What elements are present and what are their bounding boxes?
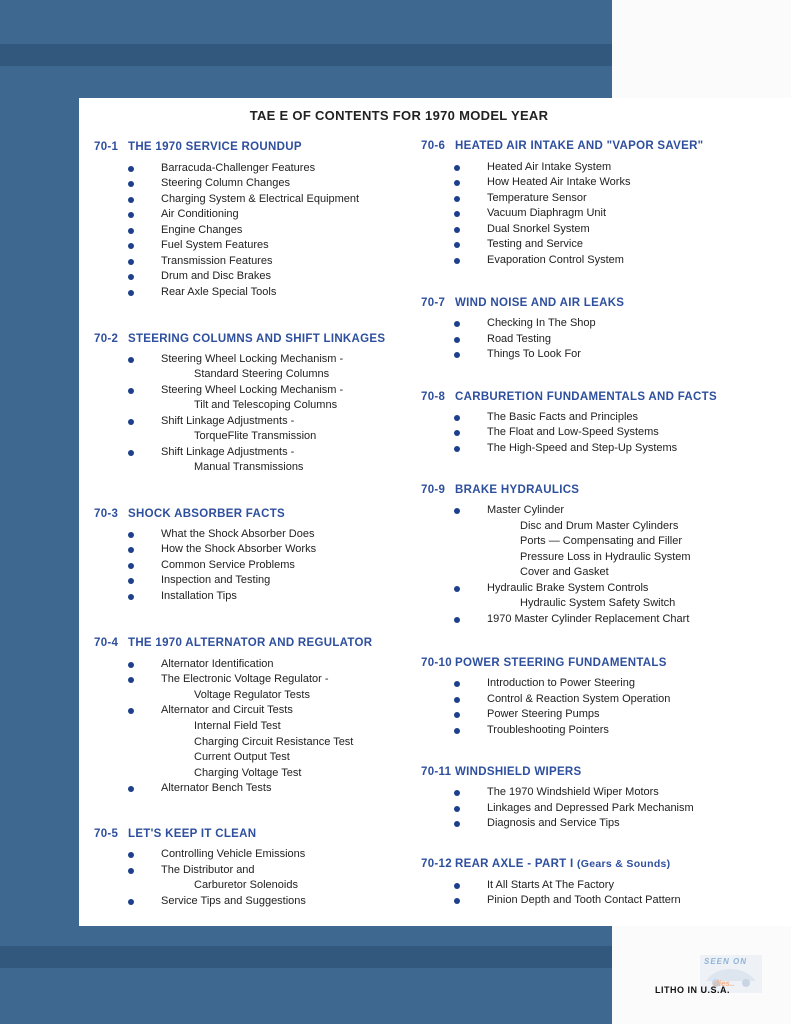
section-title: HEATED AIR INTAKE AND "VAPOR SAVER"	[455, 140, 704, 152]
section-title: WIND NOISE AND AIR LEAKS	[455, 297, 625, 309]
list-item: Introduction to Power Steering	[487, 677, 635, 689]
list-item: The Float and Low-Speed Systems	[487, 426, 659, 438]
section-number: 70-6	[421, 140, 446, 152]
list-item: Drum and Disc Brakes	[161, 270, 272, 282]
section-heading	[421, 391, 717, 403]
bullet-icon	[454, 258, 460, 264]
list-item: Manual Transmissions	[194, 461, 304, 473]
list-item: Steering Wheel Locking Mechanism -	[161, 384, 344, 396]
bullet-icon	[454, 430, 460, 436]
section-number: 70-10	[421, 657, 452, 669]
section-number: 70-8	[421, 391, 446, 403]
section-heading	[94, 637, 372, 649]
section-subtitle: (Gears & Sounds)	[577, 858, 671, 870]
section-number: 70-11	[421, 766, 452, 778]
list-item: Pinion Depth and Tooth Contact Pattern	[487, 894, 681, 906]
list-item: Standard Steering Columns	[194, 368, 330, 380]
list-item: Transmission Features	[161, 255, 273, 267]
section-title: WINDSHIELD WIPERS	[455, 766, 582, 778]
bullet-icon	[128, 899, 134, 905]
list-item: Control & Reaction System Operation	[487, 693, 671, 705]
list-item: Carburetor Solenoids	[194, 879, 298, 891]
band-stripe	[0, 946, 612, 968]
list-item: Diagnosis and Service Tips	[487, 817, 620, 829]
bullet-icon	[128, 547, 134, 553]
section-heading	[94, 333, 385, 345]
bullet-icon	[128, 563, 134, 569]
bullet-icon	[454, 883, 460, 889]
list-item: Alternator Bench Tests	[161, 782, 272, 794]
bullet-icon	[128, 852, 134, 858]
section-number: 70-1	[94, 141, 119, 153]
bullet-icon	[128, 868, 134, 874]
bullet-icon	[454, 790, 460, 796]
list-item: TorqueFlite Transmission	[194, 430, 317, 442]
list-item: Temperature Sensor	[487, 192, 587, 204]
bullet-icon	[454, 898, 460, 904]
section-heading	[421, 858, 670, 870]
section-title: BRAKE HYDRAULICS	[455, 484, 580, 496]
list-item: Air Conditioning	[161, 208, 239, 220]
bullet-icon	[128, 786, 134, 792]
bullet-icon	[128, 197, 134, 203]
bullet-icon	[454, 337, 460, 343]
section-heading	[94, 828, 256, 840]
bullet-icon	[454, 196, 460, 202]
section-title: CARBURETION FUNDAMENTALS AND FACTS	[455, 391, 717, 403]
list-item: Common Service Problems	[161, 559, 295, 571]
section-title: POWER STEERING FUNDAMENTALS	[455, 657, 667, 669]
list-item: Hydraulic System Safety Switch	[520, 597, 676, 609]
list-item: Charging Voltage Test	[194, 767, 302, 779]
section-title: SHOCK ABSORBER FACTS	[128, 508, 285, 520]
bullet-icon	[454, 180, 460, 186]
list-item: The High-Speed and Step-Up Systems	[487, 442, 678, 454]
list-item: Fuel System Features	[161, 239, 269, 251]
list-item: Vacuum Diaphragm Unit	[487, 207, 607, 219]
bullet-icon	[454, 415, 460, 421]
bullet-icon	[128, 594, 134, 600]
bullet-icon	[128, 228, 134, 234]
list-item: Disc and Drum Master Cylinders	[520, 520, 679, 532]
list-item: Ports — Compensating and Filler	[520, 535, 683, 547]
list-item: Charging Circuit Resistance Test	[194, 736, 354, 748]
section-heading	[421, 297, 624, 309]
page-title: TAE E OF CONTENTS FOR 1970 MODEL YEAR	[249, 108, 549, 123]
section-title: THE 1970 SERVICE ROUNDUP	[128, 141, 302, 153]
bullet-icon	[454, 806, 460, 812]
list-item: Heated Air Intake System	[487, 161, 612, 173]
bullet-icon	[128, 290, 134, 296]
list-item: Engine Changes	[161, 224, 243, 236]
list-item: Inspection and Testing	[161, 574, 271, 586]
list-item: Master Cylinder	[487, 504, 565, 516]
section-number: 70-12	[421, 858, 452, 870]
list-item: Steering Wheel Locking Mechanism -	[161, 353, 344, 365]
bullet-icon	[128, 532, 134, 538]
bullet-icon	[454, 227, 460, 233]
logo-text: dies..	[714, 979, 735, 988]
bullet-icon	[128, 677, 134, 683]
bullet-icon	[128, 259, 134, 265]
list-item: Alternator Identification	[161, 658, 274, 670]
bullet-icon	[454, 712, 460, 718]
bullet-icon	[128, 212, 134, 218]
list-item: What the Shock Absorber Does	[161, 528, 315, 540]
section-number: 70-2	[94, 333, 119, 345]
bullet-icon	[128, 450, 134, 456]
logo-text: SEEN ON	[704, 957, 748, 966]
list-item: Checking In The Shop	[487, 317, 596, 329]
bullet-icon	[454, 508, 460, 514]
list-item: Service Tips and Suggestions	[161, 895, 306, 907]
list-item: Troubleshooting Pointers	[487, 724, 609, 736]
section-heading	[94, 141, 302, 153]
list-item: Evaporation Control System	[487, 254, 624, 266]
list-item: The Basic Facts and Principles	[487, 411, 639, 423]
list-item: Shift Linkage Adjustments -	[161, 446, 295, 458]
bullet-icon	[454, 697, 460, 703]
list-item: Road Testing	[487, 333, 552, 345]
bullet-icon	[454, 352, 460, 358]
section-number: 70-5	[94, 828, 119, 840]
section-heading	[421, 657, 667, 669]
list-item: How the Shock Absorber Works	[161, 543, 317, 555]
bullet-icon	[454, 165, 460, 171]
list-item: Rear Axle Special Tools	[161, 286, 277, 298]
list-item: Voltage Regulator Tests	[194, 689, 310, 701]
bullet-icon	[454, 242, 460, 248]
list-item: Things To Look For	[487, 348, 581, 360]
bullet-icon	[454, 321, 460, 327]
list-item: Dual Snorkel System	[487, 223, 590, 235]
list-item: Barracuda-Challenger Features	[161, 162, 316, 174]
bullet-icon	[454, 586, 460, 592]
section-number: 70-9	[421, 484, 446, 496]
list-item: The 1970 Windshield Wiper Motors	[487, 786, 659, 798]
section-heading	[421, 484, 579, 496]
bullet-icon	[128, 578, 134, 584]
bullet-icon	[454, 681, 460, 687]
list-item: Hydraulic Brake System Controls	[487, 582, 649, 594]
list-item: Cover and Gasket	[520, 566, 609, 578]
list-item: How Heated Air Intake Works	[487, 176, 631, 188]
bullet-icon	[454, 446, 460, 452]
list-item: Shift Linkage Adjustments -	[161, 415, 295, 427]
list-item: Steering Column Changes	[161, 177, 291, 189]
section-heading	[421, 766, 582, 778]
list-item: Linkages and Depressed Park Mechanism	[487, 802, 694, 814]
bullet-icon	[128, 243, 134, 249]
section-heading	[421, 140, 703, 152]
bullet-icon	[128, 419, 134, 425]
list-item: The Distributor and	[161, 864, 255, 876]
list-item: Controlling Vehicle Emissions	[161, 848, 306, 860]
list-item: 1970 Master Cylinder Replacement Chart	[487, 613, 690, 625]
list-item: It All Starts At The Factory	[487, 879, 614, 891]
bullet-icon	[128, 388, 134, 394]
bullet-icon	[128, 708, 134, 714]
list-item: Internal Field Test	[194, 720, 281, 732]
list-item: Current Output Test	[194, 751, 290, 763]
section-title: STEERING COLUMNS AND SHIFT LINKAGES	[128, 333, 386, 345]
bullet-icon	[128, 662, 134, 668]
list-item: Testing and Service	[487, 238, 583, 250]
list-item: The Electronic Voltage Regulator -	[161, 673, 329, 685]
footer-text: LITHO IN U.S.A.	[655, 985, 730, 995]
list-item: Charging System & Electrical Equipment	[161, 193, 360, 205]
list-item: Installation Tips	[161, 590, 237, 602]
list-item: Alternator and Circuit Tests	[161, 704, 293, 716]
section-number: 70-7	[421, 297, 446, 309]
bullet-icon	[128, 166, 134, 172]
bullet-icon	[128, 357, 134, 363]
bullet-icon	[454, 617, 460, 623]
section-heading	[94, 508, 285, 520]
bullet-icon	[454, 728, 460, 734]
bullet-icon	[454, 821, 460, 827]
section-number: 70-3	[94, 508, 119, 520]
bullet-icon	[128, 181, 134, 187]
section-title: LET'S KEEP IT CLEAN	[128, 828, 257, 840]
section-title: REAR AXLE - PART I	[455, 858, 574, 870]
bullet-icon	[128, 274, 134, 280]
list-item: Power Steering Pumps	[487, 708, 600, 720]
list-item: Pressure Loss in Hydraulic System	[520, 551, 691, 563]
section-title: THE 1970 ALTERNATOR AND REGULATOR	[128, 637, 373, 649]
band-stripe	[0, 44, 612, 66]
list-item: Tilt and Telescoping Columns	[194, 399, 338, 411]
section-number: 70-4	[94, 637, 119, 649]
bullet-icon	[454, 211, 460, 217]
